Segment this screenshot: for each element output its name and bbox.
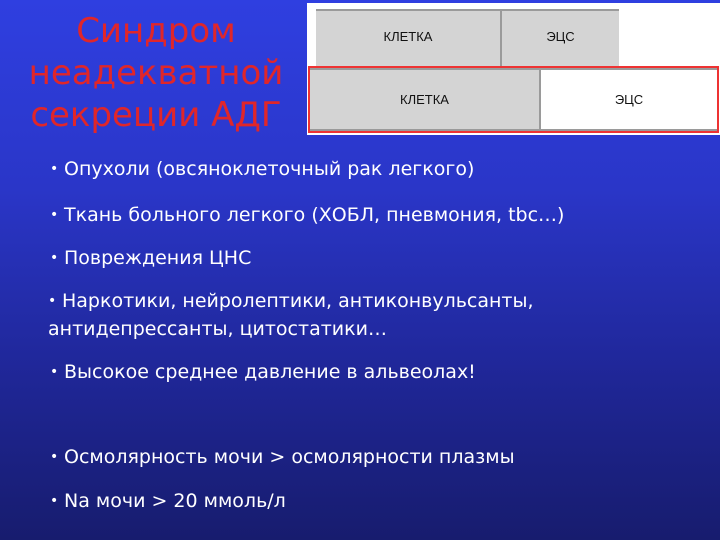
- bullet-item: [50, 487, 700, 515]
- slide-title: [8, 10, 304, 136]
- bullet-item: [50, 443, 700, 471]
- title-line-3: секреции АДГ: [30, 95, 282, 135]
- bullet-item: [50, 244, 700, 272]
- bullet-text: Наркотики, нейролептики, антиконвульсанты, антидепрессанты, цитостатики…: [48, 290, 534, 340]
- bullet-icon: •: [48, 293, 57, 309]
- cell-ecf-diagram: [307, 3, 720, 135]
- title-line-1: Синдром: [76, 11, 236, 51]
- bullet-item: [50, 201, 700, 229]
- bullet-text: Повреждения ЦНС: [64, 247, 252, 269]
- bullet-icon: •: [50, 250, 59, 266]
- bullet-text: Опухоли (овсяноклеточный рак легкого): [64, 158, 475, 180]
- bullet-icon: •: [50, 449, 59, 465]
- bullet-icon: •: [50, 364, 59, 380]
- title-line-2: неадекватной: [28, 53, 284, 93]
- bullet-item: [50, 155, 700, 183]
- bullet-item: [50, 358, 700, 386]
- bullet-text: Ткань больного легкого (ХОБЛ, пневмония, tbc…): [64, 204, 565, 226]
- bullet-text: Высокое среднее давление в альвеолах!: [64, 361, 476, 383]
- bullet-icon: •: [50, 493, 59, 509]
- cell-compartment: КЛЕТКА: [310, 68, 541, 131]
- ecf-compartment: ЭЦС: [541, 68, 717, 131]
- cell-compartment: КЛЕТКА: [316, 11, 502, 67]
- bullet-text: Na мочи > 20 ммоль/л: [64, 490, 286, 512]
- bullet-item: [48, 287, 648, 343]
- diagram-row-normal: [316, 9, 619, 67]
- ecf-compartment: ЭЦС: [502, 11, 619, 67]
- diagram-row-changed: [308, 66, 719, 133]
- bullet-icon: •: [50, 207, 59, 223]
- bullet-text: Осмолярность мочи > осмолярности плазмы: [64, 446, 515, 468]
- bullet-icon: •: [50, 161, 59, 177]
